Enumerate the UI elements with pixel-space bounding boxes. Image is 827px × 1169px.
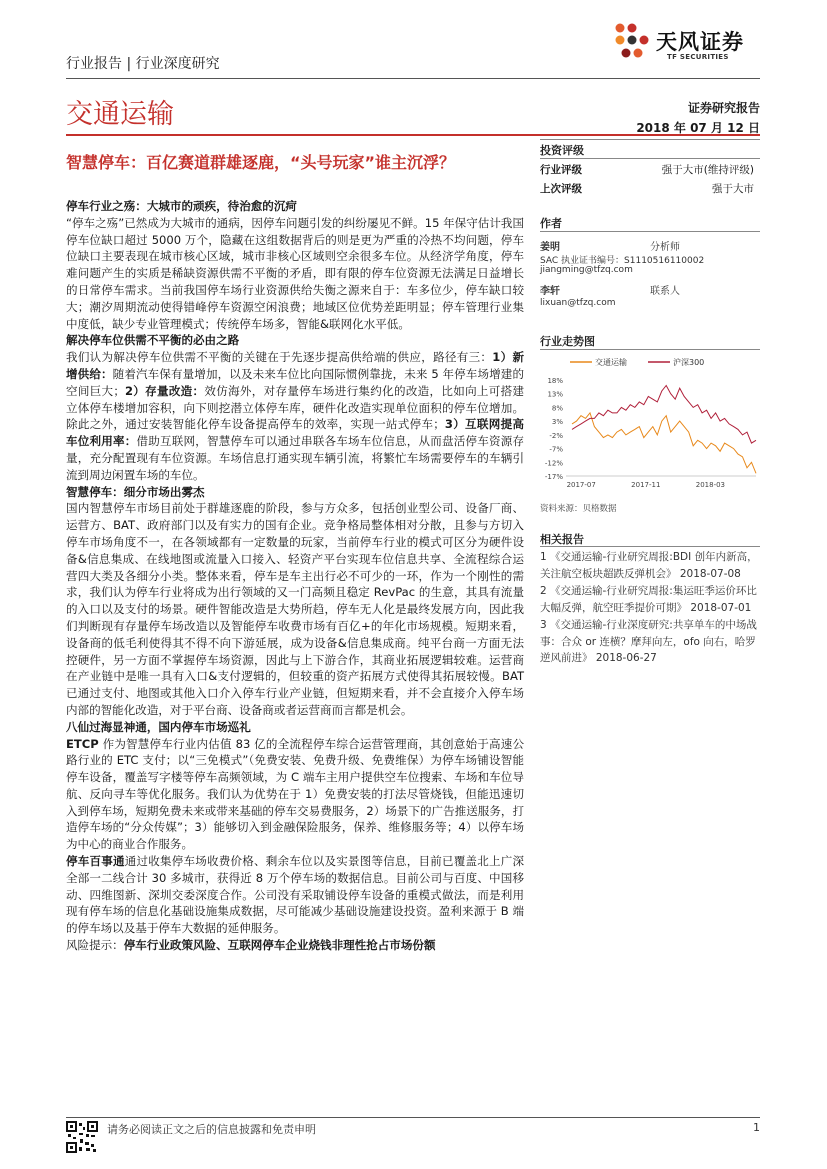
related-report-link[interactable]: 3 《交通运输-行业深度研究:共享单车的中场战事：合众 or 连横？摩拜向左，ofo 向右，哈罗逆风前进》 2018-06-27 bbox=[540, 619, 757, 664]
x-tick-label: 2018-03 bbox=[695, 481, 726, 489]
industry-title: 交通运输 bbox=[66, 99, 174, 130]
related-reports bbox=[540, 549, 758, 668]
report-body bbox=[66, 198, 524, 954]
y-tick-label: 13% bbox=[547, 390, 563, 399]
report-label: 证券研究报告 bbox=[687, 101, 760, 115]
y-tick-label: -7% bbox=[549, 445, 563, 454]
y-tick-label: -17% bbox=[544, 473, 563, 481]
x-tick-label: 2017-07 bbox=[566, 481, 596, 489]
previous-rating: 上次评级 强于大市 bbox=[540, 183, 754, 195]
qr-code-icon bbox=[66, 1121, 98, 1153]
tf-securities-logo-icon bbox=[611, 22, 651, 62]
author-1: 姜明 分析师 bbox=[540, 242, 680, 253]
author-1-email[interactable]: jiangming@tfzq.com bbox=[540, 265, 633, 275]
paragraph: “停车之殇”已然成为大城市的通病，因停车问题引发的纠纷屡见不鲜。15 年保守估计我国停车位缺口超过 5000 万个，隐藏在这组数据背后的则是更为严重的冷热不均问题，停车位缺口主要表现在城市核心区域，城市非核心区域则空余很多车位。从经济学角度，停车难问题产生的实质是稀缺资源供需不平衡的矛盾，即有限的停车位资源无法满足日益增长的日常停车需求。当前我国停车场行业资源供给失衡之源来自于：车多位少，停车缺口较大；潮汐周期流动使得错峰停车资源空闲浪费；地域区位优势差距明显；停车管理行业集中度低，缺少专业管理模式；传统停车场多，智能&联网化水平低。 bbox=[66, 215, 524, 331]
page-number: 1 bbox=[753, 1121, 760, 1134]
report-date: 2018 年 07 月 12 日 bbox=[636, 121, 760, 135]
brand-name-en: TF SECURITIES bbox=[667, 53, 729, 61]
brand-name: 天风证券 bbox=[656, 30, 744, 54]
red-divider bbox=[66, 134, 760, 136]
y-tick-label: 18% bbox=[547, 377, 563, 385]
author-2-email[interactable]: lixuan@tfzq.com bbox=[540, 298, 616, 308]
rating-title: 投资评级 bbox=[540, 144, 584, 157]
paragraph: ETCP 作为智慧停车行业内估值 83 亿的全流程停车综合运营管理商，其创意始于高速公路行业的 ETC 支付；以“三免模式”（免费安装、免费升级、免费维保）为停车场铺设智能停车设备，覆盖写字楼等停车高频领域，为 C 端车主用户提供空车位搜索、车场和车位导航、反向寻车等优化服务。我们认为优势在于 1）免费安装的打法尽管烧钱，但能迅速切入到停车场，短期免费未来或带来基础的停车交易费服务，2）场景下的广告推送服务，打造停车场的“分众传媒”；3）能够切入到金融保险服务，保养、维修服务等；4）以停车场为中心的商业合作服务。 bbox=[66, 736, 524, 852]
section-title: 智慧停车：细分市场出雾杰 bbox=[66, 484, 205, 499]
industry-trend-chart bbox=[540, 350, 762, 500]
report-type: 行业报告 | 行业深度研究 bbox=[66, 56, 220, 72]
y-tick-label: -2% bbox=[549, 431, 563, 440]
report-headline: 智慧停车：百亿赛道群雄逐鹿，“头号玩家”谁主沉浮？ bbox=[66, 153, 456, 172]
y-tick-label: 3% bbox=[551, 418, 563, 427]
y-tick-label: 8% bbox=[551, 404, 563, 413]
author-1-sac: SAC 执业证书编号：S1110516110002 bbox=[540, 256, 705, 266]
author-title: 作者 bbox=[540, 217, 562, 230]
related-report-link[interactable]: 1 《交通运输-行业研究周报:BDI 创年内新高，关注航空板块超跌反弹机会》 2018-07-08 bbox=[540, 551, 758, 580]
divider bbox=[540, 231, 760, 232]
chart-title: 行业走势图 bbox=[540, 335, 595, 348]
author-2: 李轩 联系人 bbox=[540, 286, 680, 297]
divider bbox=[540, 158, 760, 159]
chart-source: 资料来源：贝格数据 bbox=[540, 504, 617, 514]
related-title: 相关报告 bbox=[540, 533, 584, 546]
series-line bbox=[572, 386, 756, 444]
divider bbox=[540, 546, 760, 547]
y-tick-label: -12% bbox=[544, 459, 563, 468]
paragraph: 我们认为解决停车位供需不平衡的关键在于先逐步提高供给端的供应，路径有三：1）新增供给：随着汽车保有量增加，以及未来车位比向国际惯例靠拢，未来 5 年停车场增建的空间巨大；2）存量改造：效仿海外，对存量停车场进行集约化的改造，比如向上可搭建立体停车楼增加容积，向下则挖潜立体停车库，硬件化改造实现单位面积的停车位增加。除此之外，通过安装智能化停车设备提高停车的效率，实现一站式停车；3）互联网提高车位利用率：借助互联网，智慧停车可以通过串联各车场车位信息，从而盘活停车资源存量，充分配置现有车位资源。车场信息打通实现车辆引流，将繁忙车场需要停车的车辆引流到周边闲置车场的车位。 bbox=[66, 350, 525, 482]
legend-label: 沪深300 bbox=[673, 358, 705, 367]
paragraph: 停车百事通通过收集停车场收费价格、剩余车位以及实景图等信息，目前已覆盖北上广深全部一二线合计 30 多城市，获得近 8 万个停车场的数据信息。目前公司与百度、中国移动、四维图新、深圳交委深度合作。公司没有采取铺设停车设备的重模式做法，而是利用现有停车场的信息化基础设施集成数据，尽可能减少基础设施建设投资。盈利来源于 B 端的停车场以及基于停车大数据的延伸服务。 bbox=[66, 854, 525, 936]
risk-warning: 风险提示：停车行业政策风险、互联网停车企业烧钱非理性抢占市场份额 bbox=[66, 938, 436, 953]
series-line bbox=[572, 413, 756, 473]
industry-rating: 行业评级 强于大市(维持评级) bbox=[540, 164, 754, 176]
divider bbox=[540, 139, 760, 140]
section-title: 停车行业之殇：大城市的顽疾，待治愈的沉疴 bbox=[66, 199, 297, 213]
section-title: 解决停车位供需不平衡的必由之路 bbox=[66, 333, 240, 348]
divider bbox=[66, 78, 760, 79]
paragraph: 国内智慧停车市场目前处于群雄逐鹿的阶段，参与方众多，包括创业型公司、设备厂商、运营方、BAT、政府部门以及有实力的国有企业。竞争格局整体相对分散，且参与方切入停车市场角度不一，在各领域都有一定数量的玩家，当前停车行业的模式可区分为硬件设备&信息集成、在线地图或流量入口接入、轻资产平台实现车位信息共享、全流程综合运营四大类及各细分小类。整体来看，停车是车主出行必不可少的一环，作为一个刚性的需求，我们认为停车行业将成为出行领域的又一门高频且稳定 RevPac 的生意，其具有流量的入口以及支付的场景。硬件智能改造是大势所趋，停车无人化是最终发展方向，因此我们判断现有存量停车场改造以及智能停车收费市场有百亿+的年化市场规模。短期来看，设备商的低毛利使得其不得不向下游延展，成为设备&信息集成商。纯平台商一方面无法控硬件，另一方面不掌握停车场资源，因此与上下游合作，其商业拓展逻辑较难。运营商在产业链中是唯一具有入口&支付逻辑的，但较重的资产拓展方式使得其拓展较慢。BAT 已通过支付、地图或其他入口介入停车行业产业链，但短期来看，并不会直接介入停车场内部的智能化改造，对于平台商、设备商或者运营商而言都是机会。 bbox=[66, 501, 524, 717]
footer-divider bbox=[66, 1117, 760, 1118]
disclaimer-link[interactable]: 请务必阅读正文之后的信息披露和免责申明 bbox=[107, 1123, 316, 1136]
section-title: 八仙过海显神通，国内停车市场巡礼 bbox=[66, 719, 251, 734]
x-tick-label: 2017-11 bbox=[631, 481, 661, 489]
related-report-link[interactable]: 2 《交通运输-行业研究周报:集运旺季运价环比大幅反弹，航空旺季提价可期》 2018-07-01 bbox=[540, 585, 757, 614]
legend-label: 交通运输 bbox=[595, 358, 627, 367]
